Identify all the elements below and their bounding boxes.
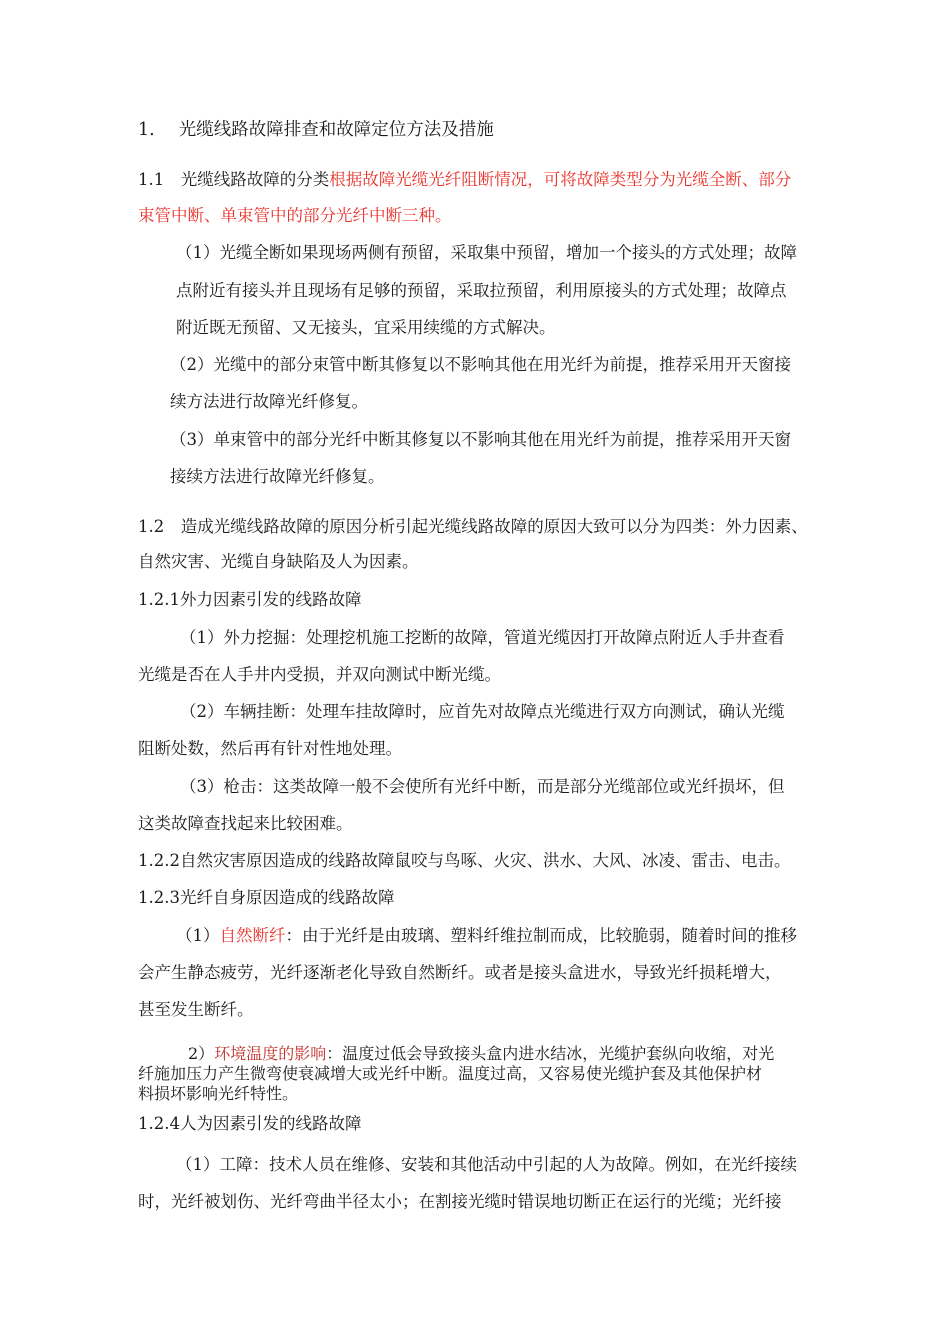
s1-2-1-p2-line-2: 阻断处数，然后再有针对性地处理。 xyxy=(138,739,402,758)
heading-title: 光缆线路故障排查和故障定位方法及措施 xyxy=(178,120,494,140)
section-1-1-label: 1.1 光缆线路故障的分类 xyxy=(138,170,330,189)
section-1-2-line-2: 自然灾害、光缆自身缺陷及人为因素。 xyxy=(138,552,419,571)
s1-1-p1-line-1: （1）光缆全断如果现场两侧有预留，采取集中预留，增加一个接头的方式处理；故障 xyxy=(176,243,797,262)
s1-2-3-p1-line-2: 会产生静态疲劳，光纤逐渐老化导致自然断纤。或者是接头盒进水，导致光纤损耗增大， xyxy=(138,963,782,982)
temperature-effect-term: 环境温度的影响 xyxy=(214,1044,327,1063)
section-1-2-line-1: 1.2 造成光缆线路故障的原因分析引起光缆线路故障的原因大致可以分为四类：外力因素、 xyxy=(138,517,808,536)
s1-2-4-p1-line-2: 时，光纤被划伤、光纤弯曲半径太小；在割接光缆时错误地切断正在运行的光缆；光纤接 xyxy=(138,1192,782,1211)
heading-1 xyxy=(138,118,494,142)
heading-number: 1. xyxy=(138,120,155,140)
s1-1-p2-line-2: 续方法进行故障光纤修复。 xyxy=(170,392,368,411)
s1-2-1-p3-line-2: 这类故障查找起来比较困难。 xyxy=(138,814,353,833)
s1-2-3-p2-index: 2） xyxy=(188,1044,215,1063)
s1-2-3-p2-line-3: 料损坏影响光纤特性。 xyxy=(138,1084,299,1103)
s1-2-1-p3-line-1: （3）枪击：这类故障一般不会使所有光纤中断，而是部分光缆部位或光纤损坏，但 xyxy=(180,777,785,796)
s1-1-p3-line-2: 接续方法进行故障光纤修复。 xyxy=(170,467,385,486)
s1-1-p1-line-2: 点附近有接头并且现场有足够的预留，采取拉预留，利用原接头的方式处理；故障点 xyxy=(176,281,787,300)
s1-2-3-p2-text: ：温度过低会导致接头盒内进水结冰，光缆护套纵向收缩，对光 xyxy=(326,1044,775,1063)
section-1-2-1-title: 1.2.1外力因素引发的线路故障 xyxy=(138,590,362,609)
s1-2-1-p2-line-1: （2）车辆挂断：处理车挂故障时，应首先对故障点光缆进行双方向测试，确认光缆 xyxy=(180,702,785,721)
section-1-2-4-title: 1.2.4人为因素引发的线路故障 xyxy=(138,1114,362,1133)
s1-1-p2-line-1: （2）光缆中的部分束管中断其修复以不影响其他在用光纤为前提，推荐采用开天窗接 xyxy=(170,355,791,374)
s1-2-3-p2-line-2: 纤施加压力产生微弯使衰减增大或光纤中断。温度过高，又容易使光缆护套及其他保护材 xyxy=(138,1064,763,1083)
s1-2-3-p1-line-1 xyxy=(176,924,797,948)
s1-2-1-p1-line-2: 光缆是否在人手井内受损，并双向测试中断光缆。 xyxy=(138,665,501,684)
s1-1-p1-line-3: 附近既无预留、又无接头，宜采用续缆的方式解决。 xyxy=(176,318,556,337)
s1-2-3-p2-line-1 xyxy=(188,1044,774,1064)
s1-2-1-p1-line-1: （1）外力挖掘：处理挖机施工挖断的故障，管道光缆因打开故障点附近人手井查看 xyxy=(180,628,785,647)
s1-2-4-p1-line-1: （1）工障：技术人员在维修、安装和其他活动中引起的人为故障。例如，在光纤接续 xyxy=(176,1155,797,1174)
s1-2-3-p1-index: （1） xyxy=(176,926,220,945)
s1-1-p3-line-1: （3）单束管中的部分光纤中断其修复以不影响其他在用光纤为前提，推荐采用开天窗 xyxy=(170,430,791,449)
section-1-2-2-title: 1.2.2自然灾害原因造成的线路故障鼠咬与鸟啄、火灾、洪水、大风、冰凌、雷击、电击。 xyxy=(138,851,791,870)
s1-2-3-p1-line-3: 甚至发生断纤。 xyxy=(138,1000,254,1019)
section-1-1-line-1 xyxy=(138,168,791,192)
section-1-2-3-title: 1.2.3光纤自身原因造成的线路故障 xyxy=(138,888,395,907)
s1-2-3-p1-text: ：由于光纤是由玻璃、塑料纤维拉制而成，比较脆弱，随着时间的推移 xyxy=(285,926,797,945)
natural-fiber-break-term: 自然断纤 xyxy=(219,926,286,945)
section-1-1-line-2: 束管中断、单束管中的部分光纤中断三种。 xyxy=(138,206,452,225)
section-1-1-highlight: 根据故障光缆光纤阻断情况，可将故障类型分为光缆全断、部分 xyxy=(329,170,792,189)
